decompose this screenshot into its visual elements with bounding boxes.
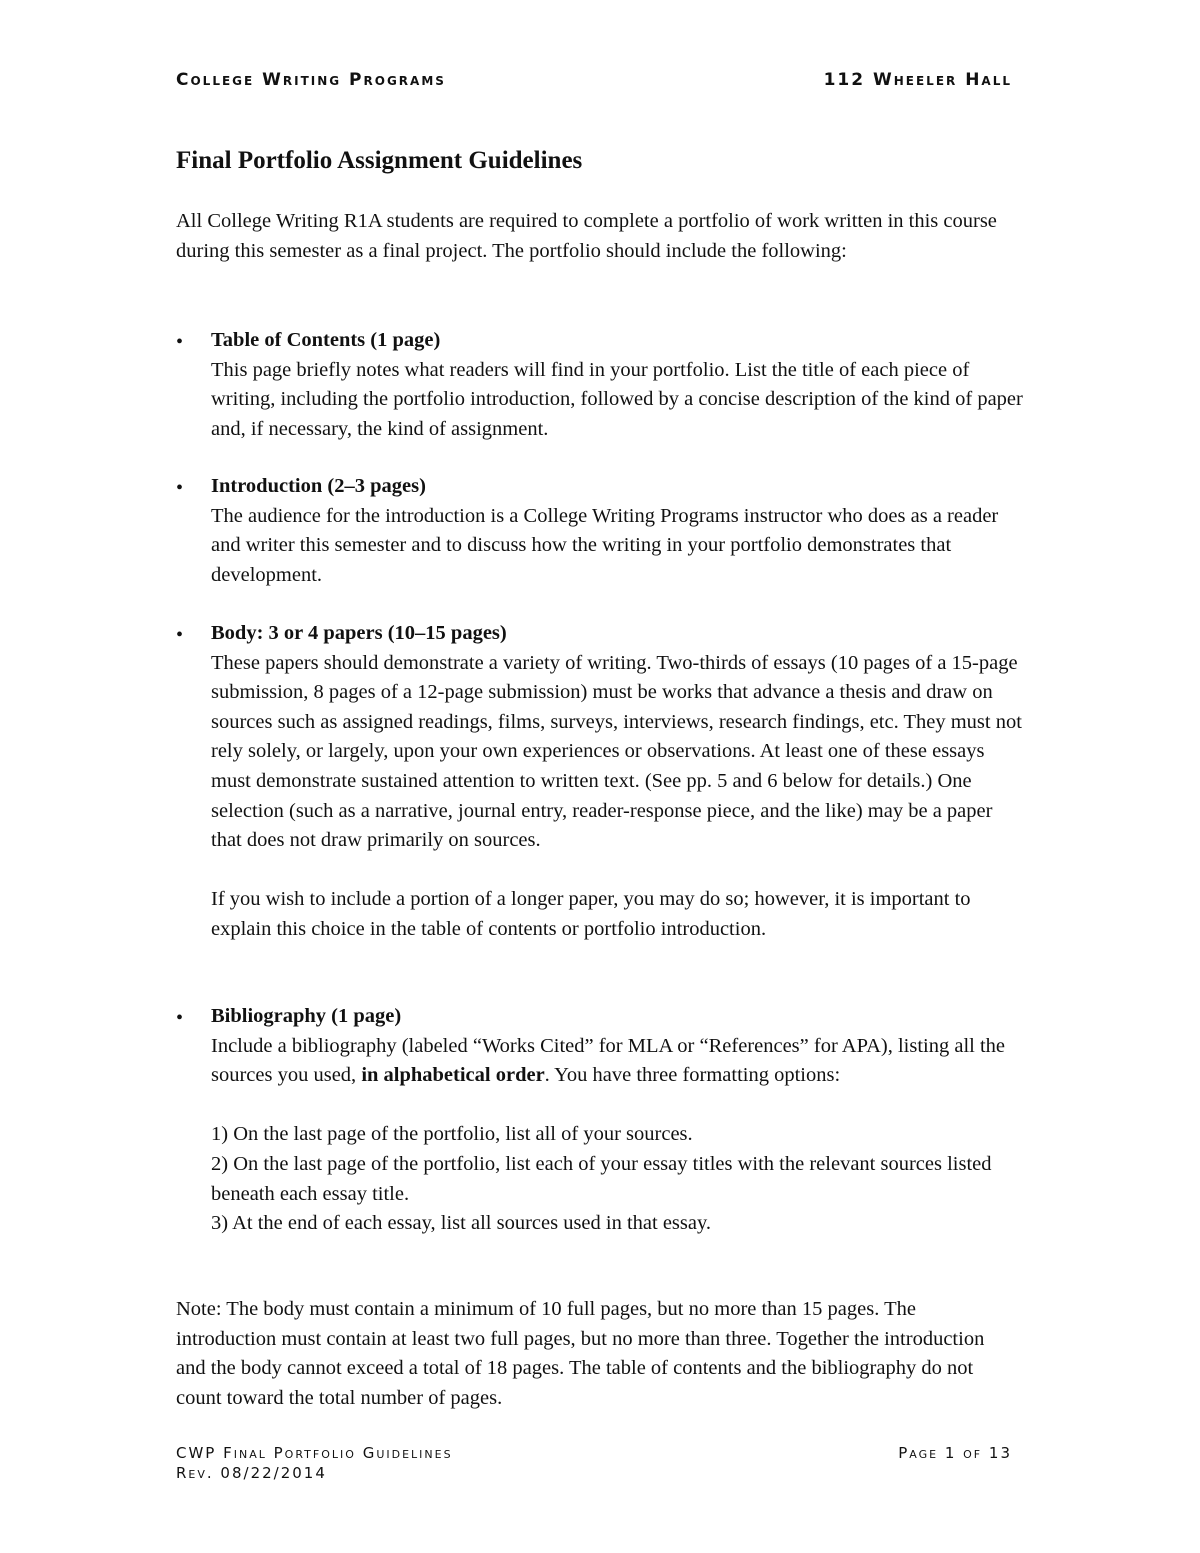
section-text	[211, 1032, 1026, 1091]
bullet-icon: •	[176, 624, 184, 646]
section-heading: Table of Contents (1 page)	[211, 329, 441, 351]
format-option: 3) At the end of each essay, list all sources used in that essay.	[211, 1212, 712, 1235]
section-text-before: Include a bibliography (labeled “Works Cited” for MLA or “References” for APA), listing all the sources you used,	[211, 1034, 1006, 1087]
paragraph-gap	[211, 1091, 1026, 1121]
bullet-icon: •	[176, 477, 184, 499]
intro-paragraph: All College Writing R1A students are required to complete a portfolio of work written in this course during this semester as a final project. The portfolio should include the following:	[176, 210, 997, 262]
paragraph-gap	[211, 856, 1026, 886]
format-option: 2) On the last page of the portfolio, list each of your essay titles with the relevant sources listed beneath each essay title.	[211, 1152, 992, 1205]
header-department: College Writing Programs	[176, 70, 446, 90]
footer-page-number: Page 1 of 13	[898, 1444, 1012, 1462]
section-text-emphasis: in alphabetical order	[361, 1064, 545, 1087]
section-text: This page briefly notes what readers will find in your portfolio. List the title of each piece of writing, including the portfolio introduction, followed by a concise description of the kind of paper and, if necessary, the kind of assignment.	[211, 358, 1023, 440]
page-title: Final Portfolio Assignment Guidelines	[176, 147, 583, 174]
section-text-after: . You have three formatting options:	[544, 1064, 841, 1087]
section-text-secondary: If you wish to include a portion of a longer paper, you may do so; however, it is important to explain this choice in the table of contents or portfolio introduction.	[211, 888, 971, 940]
footer-document-name: CWP Final Portfolio Guidelines	[176, 1444, 453, 1462]
running-footer	[176, 1443, 1012, 1483]
footer-revision-date: Rev. 08/22/2014	[176, 1464, 327, 1482]
section-heading: Bibliography (1 page)	[211, 1005, 402, 1027]
bullet-icon: •	[176, 331, 184, 353]
section-text: These papers should demonstrate a variety of writing. Two-thirds of essays (10 pages of a 15-page submission, 8 pages of a 12-page submission) must be works that advance a thesis and draw on sources such as assigned readings, films, surveys, interviews, research findings, etc. They must not rely solely, or largely, upon your own experiences or observations. At least one of these essays must demonstrate sustained attention to written text. (See pp. 5 and 6 below for details.) One selection (such as a narrative, journal entry, reader-response piece, and the like) may be a paper that does not draw primarily on sources.	[211, 651, 1022, 852]
bullet-icon: •	[176, 1007, 184, 1029]
format-option: 1) On the last page of the portfolio, list all of your sources.	[211, 1123, 693, 1146]
section-heading: Introduction (2–3 pages)	[211, 475, 426, 497]
running-header	[176, 70, 1012, 90]
note-paragraph: Note: The body must contain a minimum of 10 full pages, but no more than 15 pages. The introduction must contain at least two full pages, but no more than three. Together the introduction and the body cannot exceed a total of 18 pages. The table of contents and the bibliography do not count toward the total number of pages.	[176, 1298, 985, 1409]
section-heading: Body: 3 or 4 papers (10–15 pages)	[211, 622, 507, 644]
section-text: The audience for the introduction is a College Writing Programs instructor who does as a reader and writer this semester and to discuss how the writing in your portfolio demonstrates that development.	[211, 504, 999, 586]
header-location: 112 Wheeler Hall	[823, 70, 1012, 90]
